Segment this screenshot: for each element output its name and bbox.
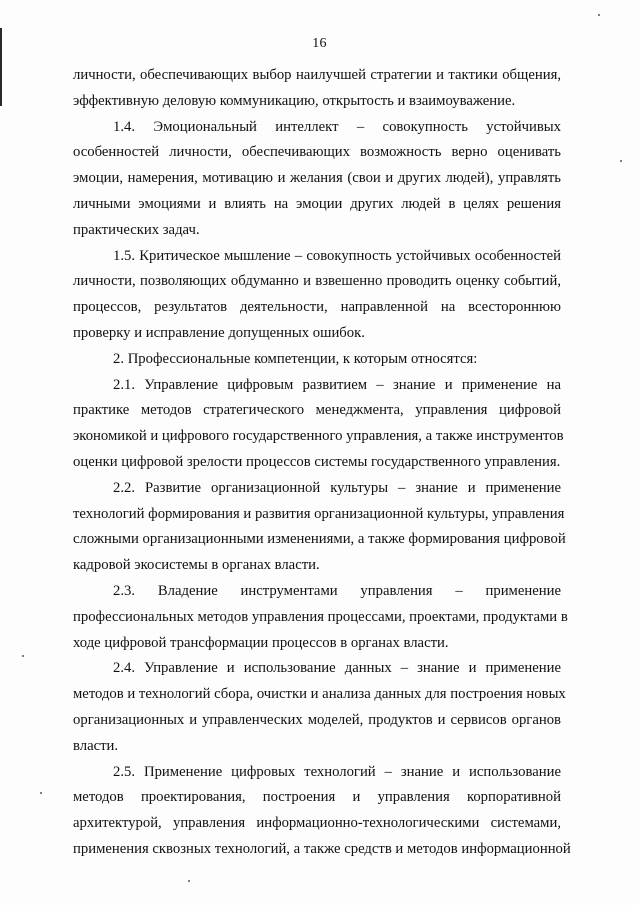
paragraph-continuation [73,63,561,115]
paragraph-2-heading [73,347,561,373]
text-line: методов проектирования, построения и управления корпоративной [73,789,561,806]
text-line: 2.1. Управление цифровым развитием – знание и применение на [113,376,561,393]
scan-speck [188,880,190,882]
text-line: 2.2. Развитие организационной культуры – знание и применение [113,479,561,496]
text-line: личными эмоциями и влиять на эмоции других людей в целях решения [73,195,561,212]
text-line: 2. Профессиональные компетенции, к которым относятся: [113,350,478,367]
paragraph-2-3 [73,579,568,656]
paragraph-2-2 [73,476,566,579]
text-line: эмоции, намерения, мотивацию и желания (свои и других людей), управлять [73,170,561,187]
text-line: экономикой и цифрового государственного управления, а также инструментов [73,428,564,445]
text-line: архитектурой, управления информационно-технологическими системами, [73,815,561,832]
text-line: профессиональных методов управления процессами, проектами, продуктами в [73,608,568,625]
text-line: кадровой экосистемы в органах власти. [73,557,320,574]
text-line: 1.4. Эмоциональный интеллект – совокупность устойчивых [113,118,561,135]
text-line: технологий формирования и развития организационной культуры, управления [73,505,565,522]
scan-speck [598,14,600,16]
text-line: особенностей личности, обеспечивающих возможность верно оценивать [73,144,561,161]
page-number: 16 [312,36,327,51]
text-line: оценки цифровой зрелости процессов системы государственного управления. [73,453,561,470]
text-line: проверку и исправление допущенных ошибок. [73,324,365,341]
paragraph-2-1 [73,373,564,476]
scan-speck [620,160,622,162]
paragraph-2-5 [73,760,571,863]
text-line: практических задач. [73,221,200,238]
text-line: 1.5. Критическое мышление – совокупность устойчивых особенностей [113,247,561,264]
text-line: власти. [73,737,119,754]
text-line: процессов, результатов деятельности, направленной на всестороннюю [73,299,561,316]
text-line: эффективную деловую коммуникацию, открытость и взаимоуважение. [73,92,516,109]
scan-speck [22,655,24,657]
paragraph-1-4 [73,115,561,244]
text-line: личности, позволяющих обдуманно и взвешенно проводить оценку событий, [73,273,561,290]
text-line: сложными организационными изменениями, а также формирования цифровой [73,531,566,548]
text-line: методов и технологий сбора, очистки и анализа данных для построения новых [73,686,566,703]
text-line: ходе цифровой трансформации процессов в органах власти. [73,634,449,651]
text-line: практике методов стратегического менеджмента, управления цифровой [73,402,561,419]
text-line: 2.4. Управление и использование данных – знание и применение [113,660,561,677]
text-line: личности, обеспечивающих выбор наилучшей стратегии и тактики общения, [73,67,561,83]
scan-speck [40,792,42,794]
text-line: применения сквозных технологий, а также средств и методов информационной [73,840,571,857]
paragraph-2-4 [73,656,566,759]
text-line: 2.3. Владение инструментами управления – применение [113,582,561,599]
text-line: 2.5. Применение цифровых технологий – знание и использование [113,763,561,780]
text-line: организационных и управленческих моделей, продуктов и сервисов органов [73,711,561,728]
paragraph-1-5 [73,244,561,347]
body-text [73,63,571,863]
